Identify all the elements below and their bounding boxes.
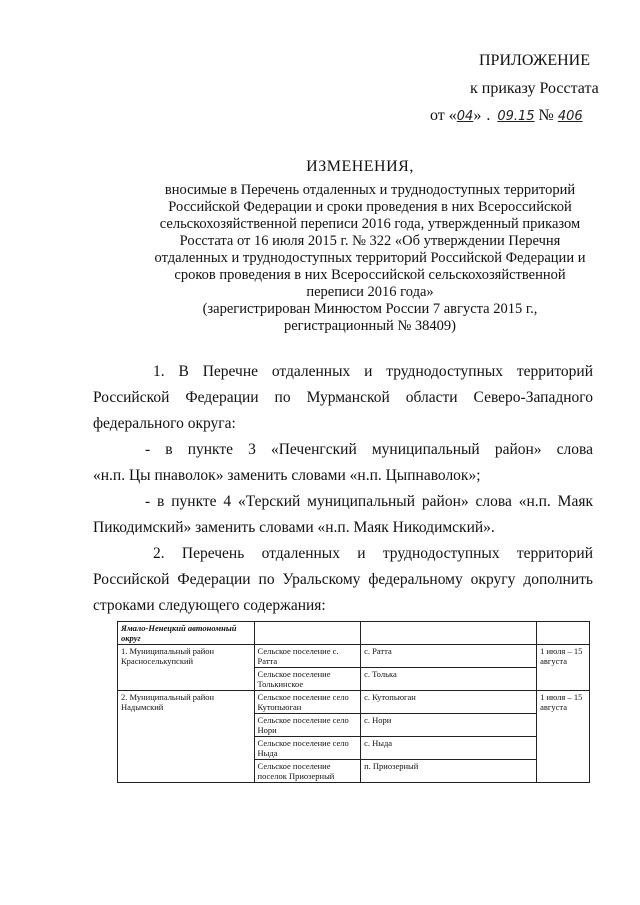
- item-2-line-3: строками следующего содержания:: [93, 597, 326, 614]
- item-1-sub-1-line-2: «н.п. Цы пнаволок» заменить словами «н.п. Цыпнаволок»;: [93, 467, 481, 484]
- number-label: №: [538, 107, 554, 124]
- item-1-line-2: Российской Федерации по Мурманской области Северо-Западного: [93, 389, 593, 406]
- date-close: »: [473, 107, 482, 124]
- item-1-sub-1-line-1: - в пункте 3 «Печенгский муниципальный район» слова: [145, 441, 593, 458]
- table-row: [118, 622, 590, 645]
- locality-cell: с. Кутопьюган: [361, 691, 537, 714]
- region-cell: Ямало-Ненецкий автономный округ: [118, 622, 255, 645]
- locality-cell: с. Ныда: [361, 737, 537, 760]
- subtitle-line: регистрационный № 38409): [284, 318, 456, 334]
- date-separator: .: [481, 107, 492, 124]
- subtitle-line: Росстата от 16 июля 2015 г. № 322 «Об утверждении Перечня: [179, 233, 561, 249]
- locality-cell: с. Ратта: [361, 645, 537, 668]
- subtitle-line: сельскохозяйственной переписи 2016 года, утвержденный приказом: [159, 216, 581, 232]
- date-prefix: от «: [430, 107, 457, 124]
- subtitle-line: сроков проведения в них Всероссийской сельскохозяйственной: [174, 267, 566, 283]
- locality-cell: с. Толька: [361, 668, 537, 691]
- item-1-sub-2-line-1: - в пункте 4 «Терский муниципальный район» слова «н.п. Маяк: [145, 493, 593, 510]
- item-2-line-1: 2. Перечень отдаленных и труднодоступных территорий: [153, 545, 593, 562]
- table-cell: [537, 622, 590, 645]
- document-subtitle: [140, 182, 600, 335]
- item-2-line-2: Российской Федерации по Уральскому федеральному округу дополнить: [93, 571, 593, 588]
- settlement-cell: Сельское поселение с. Ратта: [254, 645, 361, 668]
- locality-cell: п. Приозерный: [361, 760, 537, 783]
- document-title: ИЗМЕНЕНИЯ,: [306, 158, 414, 175]
- subtitle-line: Российской Федерации и сроки проведения в них Всероссийской: [168, 199, 572, 215]
- period-cell: 1 июля – 15 августа: [537, 645, 590, 691]
- settlement-cell: Сельское поселение Толькинское: [254, 668, 361, 691]
- item-1-line-3: федерального округа:: [93, 415, 236, 432]
- district-cell: 2. Муниципальный район Надымский: [118, 691, 255, 783]
- date-day: 04: [456, 109, 474, 124]
- order-date-line: [430, 107, 583, 125]
- appendix-label: ПРИЛОЖЕНИЕ: [479, 52, 591, 69]
- territories-table: [117, 621, 590, 783]
- order-reference: к приказу Росстата: [470, 80, 599, 97]
- settlement-cell: Сельское поселение село Нори: [254, 714, 361, 737]
- table-row: [118, 645, 590, 668]
- table-cell: [254, 622, 361, 645]
- subtitle-line: переписи 2016 года»: [306, 284, 434, 300]
- item-1-line-1: 1. В Перечне отдаленных и труднодоступных территорий: [153, 363, 593, 380]
- settlement-cell: Сельское поселение село Кутопьюган: [254, 691, 361, 714]
- period-cell: 1 июля – 15 августа: [537, 691, 590, 783]
- date-month-year: 09.15: [497, 109, 535, 124]
- settlement-cell: Сельское поселение поселок Приозерный: [254, 760, 361, 783]
- settlement-cell: Сельское поселение село Ныда: [254, 737, 361, 760]
- locality-cell: с. Нори: [361, 714, 537, 737]
- order-number: 406: [557, 109, 583, 124]
- subtitle-line: (зарегистрирован Минюстом России 7 августа 2015 г.,: [202, 301, 538, 317]
- table-cell: [361, 622, 537, 645]
- subtitle-line: вносимые в Перечень отдаленных и труднодоступных территорий: [164, 182, 576, 198]
- district-cell: 1. Муниципальный район Красноселькупский: [118, 645, 255, 691]
- item-1-sub-2-line-2: Пикодимский» заменить словами «н.п. Маяк Никодимский».: [93, 519, 495, 536]
- table-row: [118, 691, 590, 714]
- subtitle-line: отдаленных и труднодоступных территорий Российской Федерации и: [154, 250, 586, 266]
